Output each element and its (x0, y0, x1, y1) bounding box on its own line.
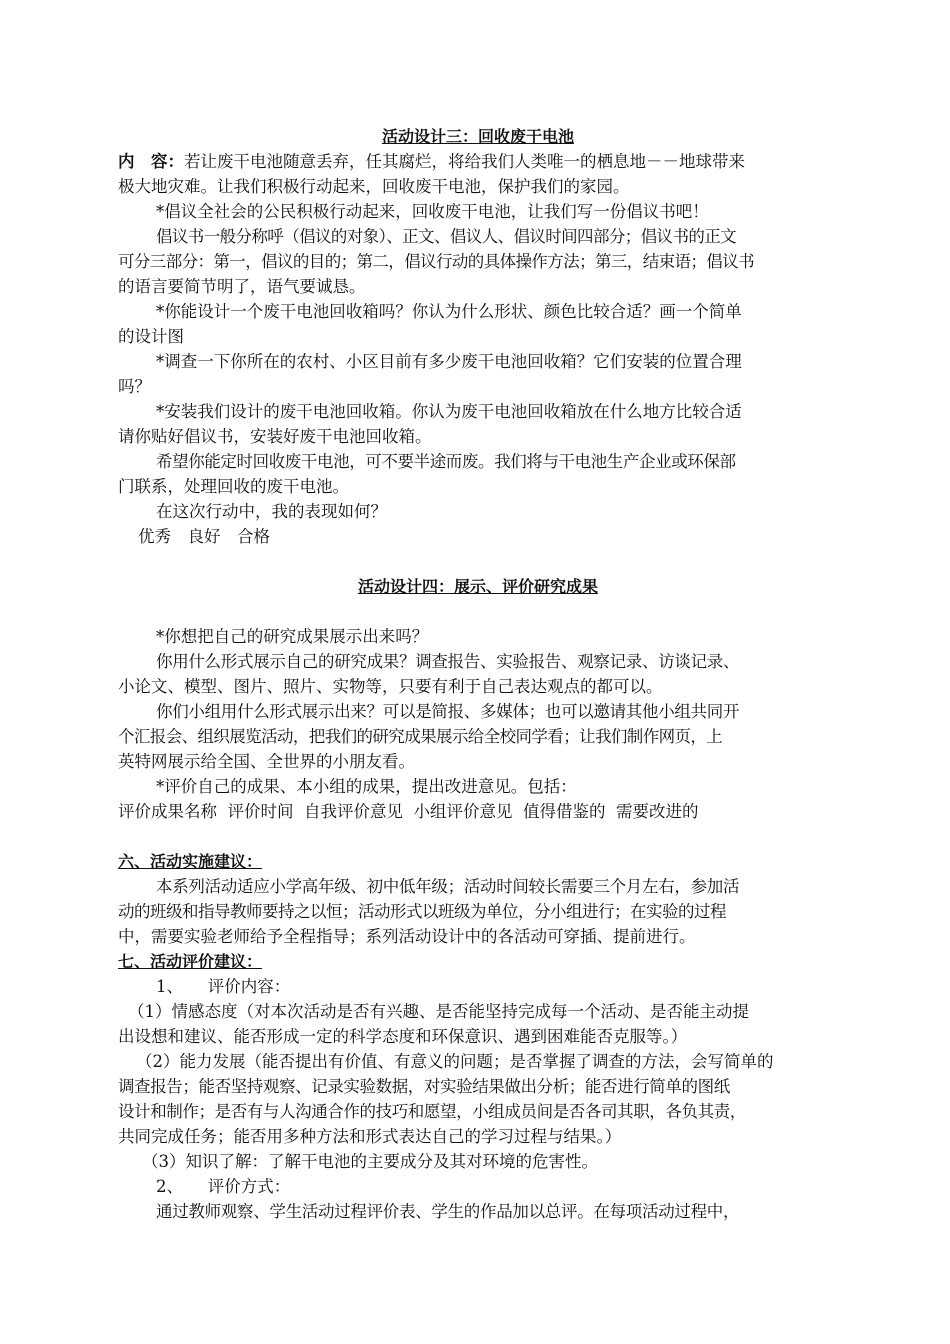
paragraph-line: 通过教师观察、学生活动过程评价表、学生的作品加以总评。在每项活动过程中， (156, 1202, 740, 1221)
paragraph-line: 出设想和建议、能否形成一定的科学态度和环保意识、遇到困难能否克服等。） (118, 1027, 688, 1046)
paragraph-line: *评价自己的成果、本小组的成果，提出改进意见。包括： (156, 777, 577, 796)
paragraph-line: 的语言要简节明了，语气要诚恳。 (118, 277, 366, 296)
paragraph-line: 你用什么形式展示自己的研究成果？调查报告、实验报告、观察记录、访谈记录、 (156, 652, 740, 671)
rating-options: 优秀 良好 合格 (138, 527, 270, 546)
paragraph-line: 门联系，处理回收的废干电池。 (118, 477, 349, 496)
section-seven-heading: 七、活动评价建议： (118, 952, 263, 971)
paragraph-line: 在这次行动中，我的表现如何？ (156, 502, 387, 521)
section-four-title: 活动设计四：展示、评价研究成果 (357, 577, 598, 596)
paragraph-line: 你们小组用什么形式展示出来？可以是简报、多媒体；也可以邀请其他小组共同开 (156, 702, 740, 721)
paragraph-text: 若让废干电池随意丢弃，任其腐烂，将给我们人类唯一的栖息地－－地球带来 (184, 152, 745, 171)
paragraph-line: 请你贴好倡议书，安装好废干电池回收箱。 (118, 427, 432, 446)
paragraph-line: 倡议书一般分称呼（倡议的对象）、正文、倡议人、倡议时间四部分；倡议书的正文 (156, 227, 737, 246)
content-label: 内 容： (118, 152, 184, 171)
paragraph-line: 设计和制作；是否有与人沟通合作的技巧和愿望，小组成员间是否各司其职，各负其责， (118, 1102, 746, 1121)
paragraph-line: 中，需要实验老师给予全程指导；系列活动设计中的各活动可穿插、提前进行。 (118, 927, 696, 946)
paragraph-line: 英特网展示给全国、全世界的小朋友看。 (118, 752, 415, 771)
paragraph-line (118, 149, 838, 174)
list-item: 2、 评价方式： (156, 1177, 291, 1196)
section-six-heading: 六、活动实施建议： (118, 852, 263, 871)
list-item: 1、 评价内容： (156, 977, 291, 996)
paragraph-line: （1）情感态度（对本次活动是否有兴趣、是否能坚持完成每一个活动、是否能主动提 (128, 1002, 749, 1021)
paragraph-line: 共同完成任务；能否用多种方法和形式表达自己的学习过程与结果。） (118, 1127, 622, 1146)
paragraph-line: （2）能力发展（能否提出有价值、有意义的问题；是否掌握了调查的方法，会写简单的 (136, 1052, 774, 1071)
paragraph-line: 本系列活动适应小学高年级、初中低年级；活动时间较长需要三个月左右，参加活 (156, 877, 740, 896)
paragraph-line: 可分三部分：第一，倡议的目的；第二，倡议行动的具体操作方法；第三，结束语；倡议书 (118, 252, 755, 271)
paragraph-line: *你想把自己的研究成果展示出来吗？ (156, 627, 429, 646)
paragraph-line: 吗？ (118, 377, 151, 396)
document-page (118, 124, 838, 1224)
paragraph-line: 个汇报会、组织展览活动，把我们的研究成果展示给全校同学看；让我们制作网页，上 (118, 727, 723, 746)
paragraph-line: 希望你能定时回收废干电池，可不要半途而废。我们将与干电池生产企业或环保部 (156, 452, 736, 471)
paragraph-line: *调查一下你所在的农村、小区目前有多少废干电池回收箱？它们安装的位置合理 (156, 352, 742, 371)
section-three-title: 活动设计三：回收废干电池 (381, 127, 574, 146)
paragraph-line: 调查报告；能否坚持观察、记录实验数据，对实验结果做出分析；能否进行简单的图纸 (118, 1077, 730, 1096)
paragraph-line: 的设计图 (118, 327, 184, 346)
paragraph-line: 小论文、模型、图片、照片、实物等，只要有利于自己表达观点的都可以。 (118, 677, 663, 696)
paragraph-line: *你能设计一个废干电池回收箱吗？你认为什么形状、颜色比较合适？画一个简单 (156, 302, 742, 321)
spacer (118, 599, 838, 624)
paragraph-line: （3）知识了解：了解干电池的主要成分及其对环境的危害性。 (142, 1152, 598, 1171)
spacer (118, 824, 838, 849)
spacer (118, 549, 838, 574)
evaluation-items: 评价成果名称 评价时间 自我评价意见 小组评价意见 值得借鉴的 需要改进的 (118, 802, 699, 821)
paragraph-line: 极大地灾难。让我们积极行动起来，回收废干电池，保护我们的家园。 (118, 177, 630, 196)
paragraph-line: *安装我们设计的废干电池回收箱。你认为废干电池回收箱放在什么地方比较合适 (156, 402, 742, 421)
paragraph-line: *倡议全社会的公民积极行动起来，回收废干电池，让我们写一份倡议书吧！ (156, 202, 709, 221)
paragraph-line: 动的班级和指导教师要持之以恒；活动形式以班级为单位，分小组进行；在实验的过程 (118, 902, 726, 921)
